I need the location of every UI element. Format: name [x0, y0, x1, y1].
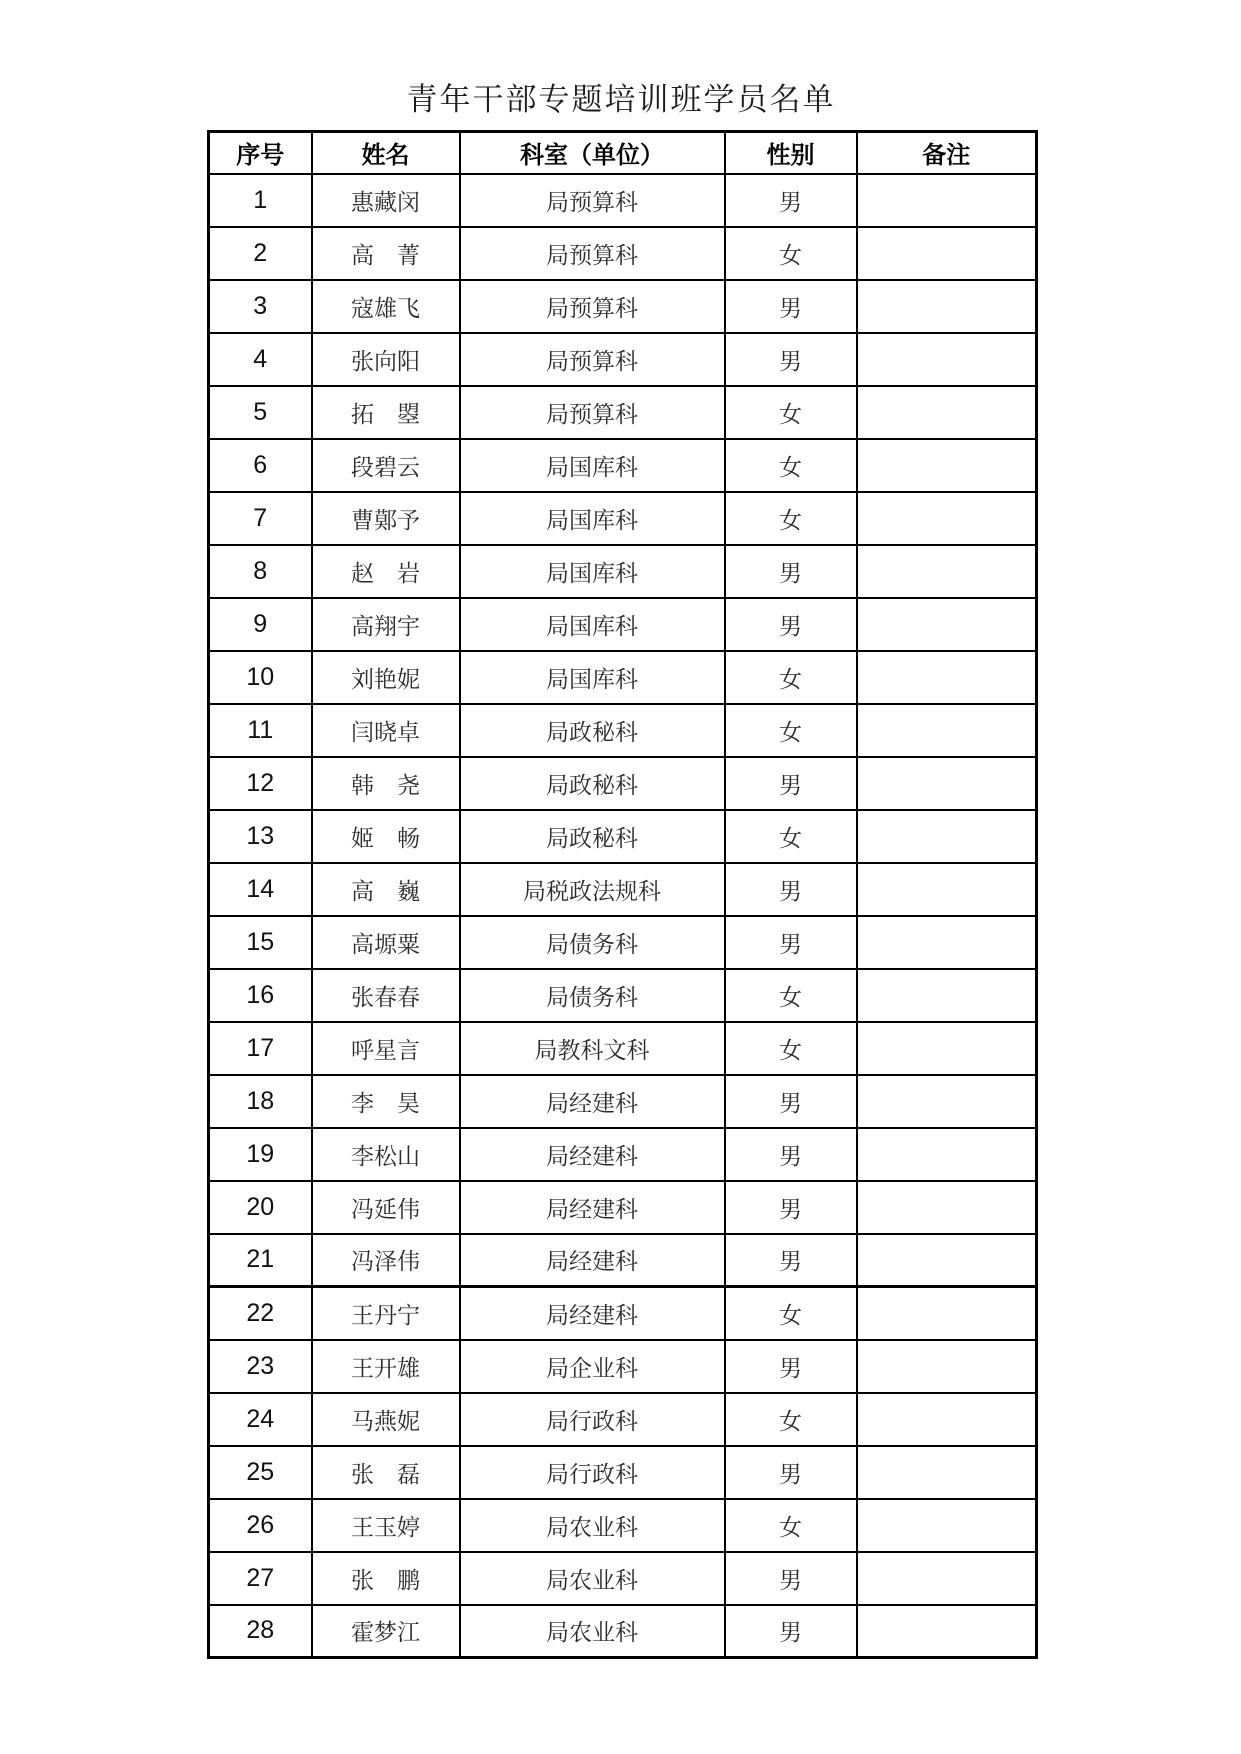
remark-cell	[857, 1446, 1037, 1499]
name-cell: 韩 尧	[312, 757, 460, 810]
gender-cell: 男	[725, 1605, 857, 1658]
table-row	[209, 863, 1037, 916]
column-header-name: 姓名	[312, 132, 460, 174]
gender-cell: 男	[725, 1181, 857, 1234]
row-number-cell: 17	[209, 1022, 312, 1075]
gender-cell: 男	[725, 598, 857, 651]
remark-cell	[857, 598, 1037, 651]
remark-cell	[857, 757, 1037, 810]
header-row	[209, 132, 1037, 174]
column-header-gender: 性别	[725, 132, 857, 174]
row-number-cell: 4	[209, 333, 312, 386]
department-cell: 局经建科	[460, 1234, 725, 1287]
department-cell: 局债务科	[460, 916, 725, 969]
column-header-remarks: 备注	[857, 132, 1037, 174]
gender-cell: 女	[725, 1287, 857, 1340]
name-cell: 高 菁	[312, 227, 460, 280]
gender-cell: 女	[725, 227, 857, 280]
department-cell: 局经建科	[460, 1128, 725, 1181]
row-number-cell: 6	[209, 439, 312, 492]
name-cell: 张 磊	[312, 1446, 460, 1499]
table-row	[209, 439, 1037, 492]
row-number-cell: 20	[209, 1181, 312, 1234]
column-header-index: 序号	[209, 132, 312, 174]
department-cell: 局农业科	[460, 1552, 725, 1605]
department-cell: 局政秘科	[460, 757, 725, 810]
gender-cell: 男	[725, 863, 857, 916]
page-title: 青年干部专题培训班学员名单	[406, 82, 836, 118]
department-cell: 局税政法规科	[460, 863, 725, 916]
table-row	[209, 757, 1037, 810]
table-row	[209, 492, 1037, 545]
remark-cell	[857, 1605, 1037, 1658]
department-cell: 局行政科	[460, 1446, 725, 1499]
table-row	[209, 651, 1037, 704]
table-row	[209, 969, 1037, 1022]
name-cell: 刘艳妮	[312, 651, 460, 704]
gender-cell: 女	[725, 810, 857, 863]
gender-cell: 男	[725, 174, 857, 227]
department-cell: 局预算科	[460, 333, 725, 386]
table-row	[209, 280, 1037, 333]
name-cell: 王开雄	[312, 1340, 460, 1393]
remark-cell	[857, 492, 1037, 545]
gender-cell: 女	[725, 1393, 857, 1446]
department-cell: 局国库科	[460, 598, 725, 651]
department-cell: 局国库科	[460, 545, 725, 598]
remark-cell	[857, 704, 1037, 757]
gender-cell: 男	[725, 757, 857, 810]
row-number-cell: 8	[209, 545, 312, 598]
gender-cell: 女	[725, 1022, 857, 1075]
department-cell: 局政秘科	[460, 810, 725, 863]
gender-cell: 男	[725, 1340, 857, 1393]
row-number-cell: 22	[209, 1287, 312, 1340]
remark-cell	[857, 1393, 1037, 1446]
gender-cell: 男	[725, 333, 857, 386]
remark-cell	[857, 651, 1037, 704]
name-cell: 高 巍	[312, 863, 460, 916]
department-cell: 局预算科	[460, 227, 725, 280]
table-row	[209, 1340, 1037, 1393]
gender-cell: 男	[725, 1552, 857, 1605]
name-cell: 闫晓卓	[312, 704, 460, 757]
row-number-cell: 3	[209, 280, 312, 333]
table-row	[209, 1605, 1037, 1658]
remark-cell	[857, 1128, 1037, 1181]
gender-cell: 男	[725, 1075, 857, 1128]
department-cell: 局国库科	[460, 651, 725, 704]
name-cell: 拓 曌	[312, 386, 460, 439]
row-number-cell: 16	[209, 969, 312, 1022]
name-cell: 冯泽伟	[312, 1234, 460, 1287]
gender-cell: 男	[725, 545, 857, 598]
name-cell: 王玉婷	[312, 1499, 460, 1552]
gender-cell: 男	[725, 1128, 857, 1181]
table-row	[209, 1287, 1037, 1340]
remark-cell	[857, 916, 1037, 969]
table-row	[209, 1499, 1037, 1552]
gender-cell: 男	[725, 280, 857, 333]
row-number-cell: 24	[209, 1393, 312, 1446]
row-number-cell: 10	[209, 651, 312, 704]
remark-cell	[857, 1287, 1037, 1340]
table-row	[209, 598, 1037, 651]
row-number-cell: 11	[209, 704, 312, 757]
department-cell: 局行政科	[460, 1393, 725, 1446]
table-row	[209, 386, 1037, 439]
department-cell: 局预算科	[460, 174, 725, 227]
table-row	[209, 704, 1037, 757]
name-cell: 高塬粟	[312, 916, 460, 969]
table-row	[209, 1393, 1037, 1446]
row-number-cell: 18	[209, 1075, 312, 1128]
gender-cell: 男	[725, 1234, 857, 1287]
department-cell: 局农业科	[460, 1605, 725, 1658]
department-cell: 局教科文科	[460, 1022, 725, 1075]
table-row	[209, 810, 1037, 863]
table-row	[209, 916, 1037, 969]
remark-cell	[857, 1552, 1037, 1605]
remark-cell	[857, 439, 1037, 492]
table-row	[209, 1234, 1037, 1287]
department-cell: 局债务科	[460, 969, 725, 1022]
remark-cell	[857, 969, 1037, 1022]
row-number-cell: 26	[209, 1499, 312, 1552]
department-cell: 局预算科	[460, 280, 725, 333]
table-row	[209, 174, 1037, 227]
roster-table-header	[209, 132, 1037, 174]
table-row	[209, 1446, 1037, 1499]
department-cell: 局国库科	[460, 439, 725, 492]
table-row	[209, 1181, 1037, 1234]
table-row	[209, 227, 1037, 280]
department-cell: 局经建科	[460, 1181, 725, 1234]
department-cell: 局预算科	[460, 386, 725, 439]
name-cell: 赵 岩	[312, 545, 460, 598]
remark-cell	[857, 1075, 1037, 1128]
gender-cell: 女	[725, 704, 857, 757]
name-cell: 王丹宁	[312, 1287, 460, 1340]
gender-cell: 女	[725, 1499, 857, 1552]
name-cell: 惠藏闵	[312, 174, 460, 227]
department-cell: 局国库科	[460, 492, 725, 545]
name-cell: 霍梦江	[312, 1605, 460, 1658]
roster-table	[207, 130, 1038, 1659]
gender-cell: 男	[725, 916, 857, 969]
name-cell: 寇雄飞	[312, 280, 460, 333]
remark-cell	[857, 227, 1037, 280]
row-number-cell: 5	[209, 386, 312, 439]
remark-cell	[857, 1499, 1037, 1552]
gender-cell: 女	[725, 969, 857, 1022]
row-number-cell: 21	[209, 1234, 312, 1287]
name-cell: 李 昊	[312, 1075, 460, 1128]
name-cell: 冯延伟	[312, 1181, 460, 1234]
row-number-cell: 27	[209, 1552, 312, 1605]
remark-cell	[857, 1234, 1037, 1287]
row-number-cell: 19	[209, 1128, 312, 1181]
table-row	[209, 1552, 1037, 1605]
row-number-cell: 12	[209, 757, 312, 810]
name-cell: 姬 畅	[312, 810, 460, 863]
department-cell: 局政秘科	[460, 704, 725, 757]
remark-cell	[857, 174, 1037, 227]
name-cell: 马燕妮	[312, 1393, 460, 1446]
remark-cell	[857, 545, 1037, 598]
department-cell: 局经建科	[460, 1287, 725, 1340]
name-cell: 张向阳	[312, 333, 460, 386]
row-number-cell: 1	[209, 174, 312, 227]
gender-cell: 女	[725, 439, 857, 492]
name-cell: 呼星言	[312, 1022, 460, 1075]
table-row	[209, 1022, 1037, 1075]
column-header-department: 科室（单位）	[460, 132, 725, 174]
remark-cell	[857, 1022, 1037, 1075]
remark-cell	[857, 810, 1037, 863]
name-cell: 张 鹏	[312, 1552, 460, 1605]
remark-cell	[857, 333, 1037, 386]
name-cell: 高翔宇	[312, 598, 460, 651]
name-cell: 张春春	[312, 969, 460, 1022]
table-row	[209, 1128, 1037, 1181]
roster-table-body	[209, 174, 1037, 1658]
row-number-cell: 25	[209, 1446, 312, 1499]
department-cell: 局企业科	[460, 1340, 725, 1393]
remark-cell	[857, 1340, 1037, 1393]
row-number-cell: 15	[209, 916, 312, 969]
remark-cell	[857, 1181, 1037, 1234]
gender-cell: 女	[725, 651, 857, 704]
row-number-cell: 14	[209, 863, 312, 916]
table-row	[209, 545, 1037, 598]
name-cell: 段碧云	[312, 439, 460, 492]
remark-cell	[857, 386, 1037, 439]
name-cell: 曹鄚予	[312, 492, 460, 545]
table-row	[209, 333, 1037, 386]
row-number-cell: 9	[209, 598, 312, 651]
department-cell: 局农业科	[460, 1499, 725, 1552]
row-number-cell: 23	[209, 1340, 312, 1393]
table-row	[209, 1075, 1037, 1128]
gender-cell: 女	[725, 386, 857, 439]
row-number-cell: 2	[209, 227, 312, 280]
remark-cell	[857, 863, 1037, 916]
row-number-cell: 28	[209, 1605, 312, 1658]
department-cell: 局经建科	[460, 1075, 725, 1128]
gender-cell: 女	[725, 492, 857, 545]
row-number-cell: 7	[209, 492, 312, 545]
remark-cell	[857, 280, 1037, 333]
gender-cell: 男	[725, 1446, 857, 1499]
name-cell: 李松山	[312, 1128, 460, 1181]
row-number-cell: 13	[209, 810, 312, 863]
